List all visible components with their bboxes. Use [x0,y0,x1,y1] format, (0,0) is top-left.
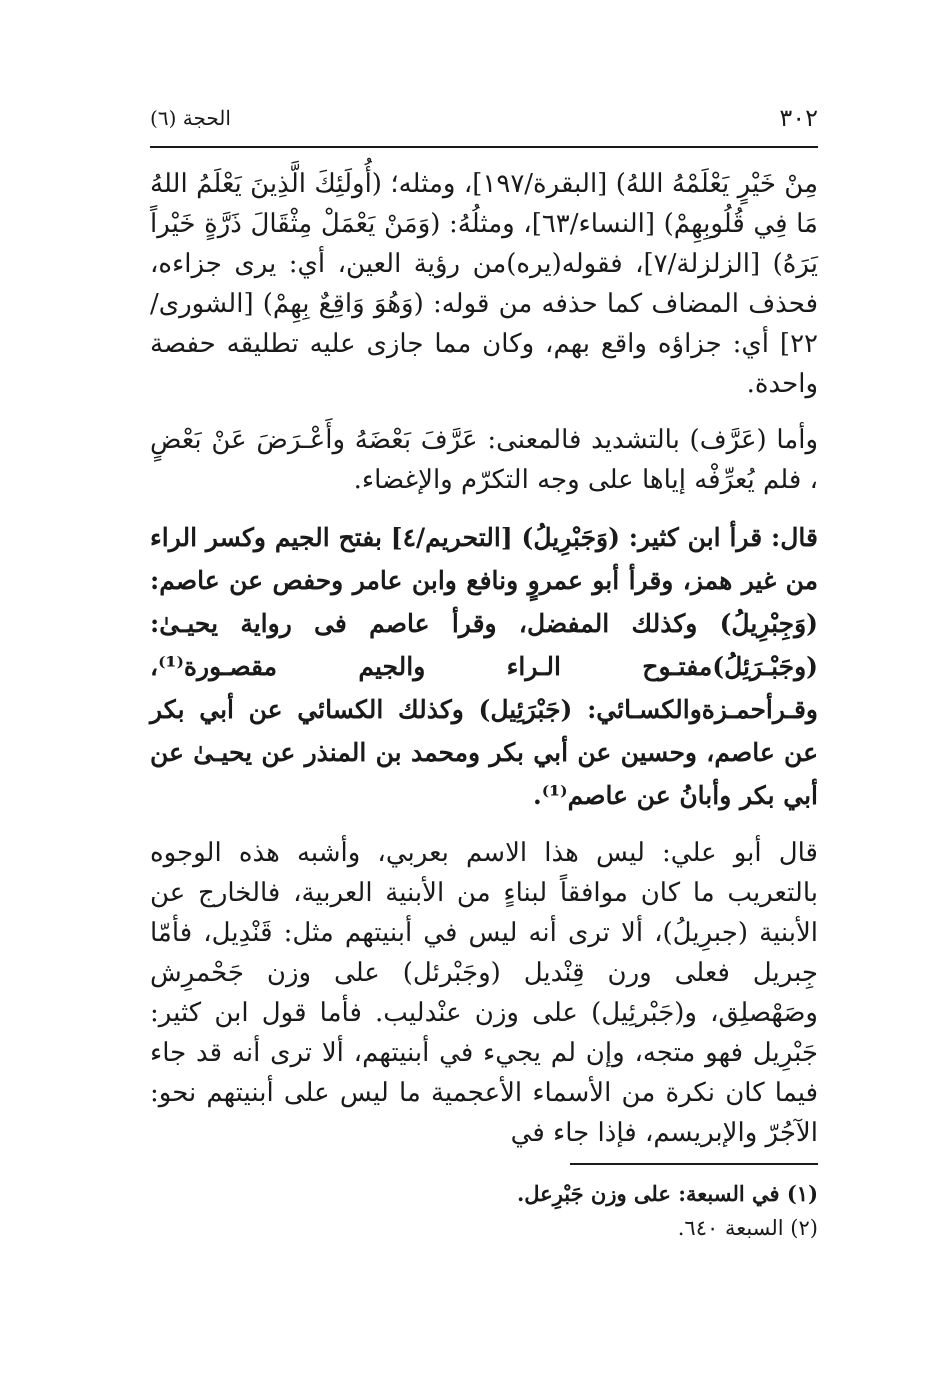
footnotes [150,1177,818,1245]
header-divider [150,146,818,148]
page-number: ٣٠٢ [779,104,818,132]
footnote-2: (٢) السبعة ٦٤٠. [677,1216,818,1240]
running-title: الحجة (٦) [150,106,231,130]
paragraph-4: قال أبو علي: ليس هذا الاسم بعربي، وأشبه هذه الوجوه بالتعريب ما كان موافقاً لبناءٍ من الأبنية العربية، فالخارج عن الأبنية (جبرِيلُ)، ألا ترى أنه ليس في أبنيتهم مثل: قَنْدِيل، فأمّا جِبريل فعلى ورن قِنْديل (وجَبْرئل) على وزن جَحْمرِش وصَهْصلِق، و(جَبْرئِيل) على وزن عنْدليب. فأما قول ابن كثير: جَبْرِيل فهو متجه، وإن لم يجيء في أبنيتهم، ألا ترى أنه قد جاء فيما كان نكرة من الأسماء الأعجمية ما ليس على أبنيتهم نحو: الآجُرّ والإبريسم، فإذا جاء في [150,838,818,1148]
paragraph-2: وأما (عَرَّف) بالتشديد فالمعنى: عَرَّفَ بَعْضَهُ وأَعْـرَضَ عَنْ بَعْضٍ ، فلم يُعرِّفْه إياها على وجه التكرّم والإغضاء. [150,425,818,495]
main-text [150,164,818,1169]
paragraph-1: مِنْ خَيْرٍ يَعْلَمْهُ اللهُ) [البقرة/١٩٧]، ومثله؛ (أُولَئِكَ الَّذِينَ يَعْلَمُ اللهُ مَا فِي قُلُوبِهِمْ) [النساء/٦٣]، ومثلُهُ: (وَمَنْ يَعْمَلْ مِثْقَالَ ذَرَّةٍ خَيْراً يَرَهُ) [الزلزلة/٧]، فقوله(يره)من رؤية العين، أي: يرى جزاءه، فحذف المضاف كما حذفه من قوله: (وَهُوَ وَاقِعٌ بِهِمْ) [الشورى/٢٢] أي: جزاؤه واقع بهم، وكان مما جازى عليه تطليقه حفصة واحدة. [150,169,819,399]
footnote-1: (١) في السبعة: على وزن جَبْرِعل. [516,1181,818,1206]
footnote-divider [570,1163,818,1165]
paragraph-3-quoted-source: قال: قرأ ابن كثير: (وَجَبْرِيلُ) [التحريم/٤] بفتح الجيم وكسر الراء من غير همز، وقرأ أبو عمروٍ ونافع وابن عامر وحفص عن عاصم: (وَجِبْرِيلُ) وكذلك المفضل، وقرأ عاصم فى رواية يحيـىٰ: (وجَبْـرَئِلُ)مفتـوح الـراء والجيم مقصـورة⁽¹⁾، وقـرأحمـزةوالكسـائي: (جَبْرَئِيل) وكذلك الكسائي عن أبي بكر عن عاصم، وحسين عن أبي بكر ومحمد بن المنذر عن يحيـىٰ عن أبي بكر وأبانُ عن عاصم⁽¹⁾. [150,523,818,810]
page-header [150,98,818,138]
